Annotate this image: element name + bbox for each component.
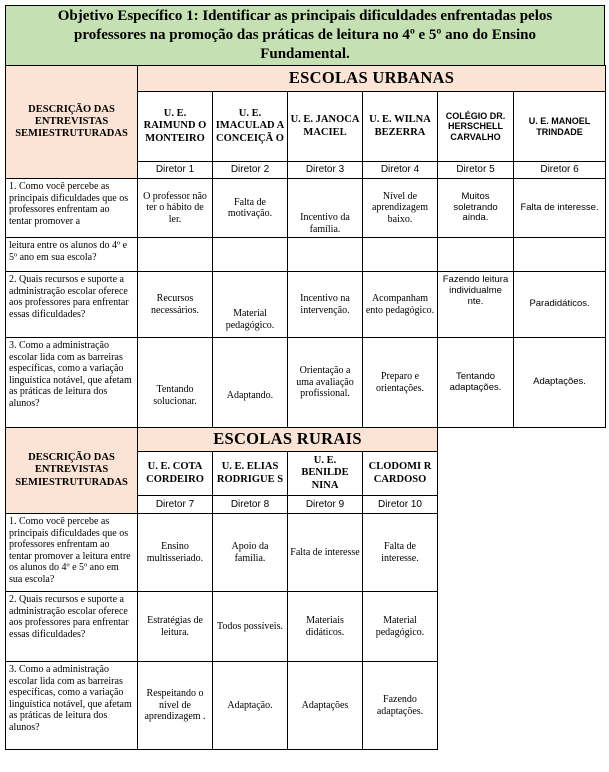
rural-answer-3-7: Respeitando o nível de aprendizagem .	[138, 662, 213, 750]
rural-director-7: Diretor 7	[138, 496, 213, 514]
rural-question-3: 3. Como a administração escolar lida com as barreiras específicas, como a variação linguística notável, que afetam as práticas de leitura dos alunos?	[6, 662, 138, 750]
urban-answer-3-6: Adaptações.	[514, 338, 606, 428]
rural-answer-2-8: Todos possíveis.	[213, 592, 288, 662]
urban-director-5: Diretor 5	[438, 162, 514, 179]
rural-description-header: DESCRIÇÃO DAS ENTREVISTAS SEMIESTRUTURADAS	[6, 428, 138, 514]
rural-director-9: Diretor 9	[288, 496, 363, 514]
urban-schools-table	[5, 65, 606, 428]
urban-question-1-part-2: leitura entre os alunos do 4º e 5º ano em sua escola?	[6, 238, 138, 272]
objective-title	[5, 5, 605, 65]
urban-answer-3-2: Adaptando.	[213, 338, 288, 428]
rural-school-3: U. E. BENILDE NINA	[288, 452, 363, 496]
urban-school-5: COLÉGIO DR. HERSCHELL CARVALHO	[438, 92, 514, 162]
urban-empty-cell	[363, 238, 438, 272]
rural-answer-3-10: Fazendo adaptações.	[363, 662, 438, 750]
urban-answer-2-6: Paradidáticos.	[514, 272, 606, 338]
rural-question-1: 1. Como você percebe as principais dificuldades que os professores enfrentam ao tentar promover a leitura entre os alunos do 4º e 5º ano em sua escola?	[6, 514, 138, 592]
urban-answer-3-3: Orientação a uma avaliação profissional.	[288, 338, 363, 428]
rural-schools-table	[5, 427, 438, 750]
urban-answer-2-1: Recursos necessários.	[138, 272, 213, 338]
urban-answer-1-6: Falta de interesse.	[514, 179, 606, 238]
rural-answer-3-8: Adaptação.	[213, 662, 288, 750]
urban-school-6: U. E. MANOEL TRINDADE	[514, 92, 606, 162]
rural-school-4: CLODOMI R CARDOSO	[363, 452, 438, 496]
urban-director-6: Diretor 6	[514, 162, 606, 179]
urban-answer-2-2: Material pedagógico.	[213, 272, 288, 338]
urban-empty-cell	[514, 238, 606, 272]
urban-answer-1-3: Incentivo da família.	[288, 179, 363, 238]
urban-answer-1-2: Falta de motivação.	[213, 179, 288, 238]
urban-school-4: U. E. WILNA BEZERRA	[363, 92, 438, 162]
urban-director-2: Diretor 2	[213, 162, 288, 179]
urban-director-4: Diretor 4	[363, 162, 438, 179]
rural-answer-1-10: Falta de interesse.	[363, 514, 438, 592]
rural-answer-2-9: Materiais didáticos.	[288, 592, 363, 662]
urban-question-3: 3. Como a administração escolar lida com as barreiras específicas, como a variação linguística notável, que afetam as práticas de leitura dos alunos?	[6, 338, 138, 428]
rural-answer-1-7: Ensino multisseriado.	[138, 514, 213, 592]
rural-answer-1-8: Apoio da família.	[213, 514, 288, 592]
urban-answer-2-4: Acompanham ento pedagógico.	[363, 272, 438, 338]
urban-answer-3-5: Tentando adaptações.	[438, 338, 514, 428]
urban-empty-cell	[213, 238, 288, 272]
urban-director-3: Diretor 3	[288, 162, 363, 179]
urban-description-header: DESCRIÇÃO DAS ENTREVISTAS SEMIESTRUTURADAS	[6, 66, 138, 179]
urban-answer-1-1: O professor não ter o hábito de ler.	[138, 179, 213, 238]
urban-answer-2-5: Fazendo leitura individualme nte.	[438, 272, 514, 338]
title-line-1: Objetivo Específico 1: Identificar as principais dificuldades enfrentadas pelos	[57, 8, 553, 24]
rural-answer-1-9: Falta de interesse	[288, 514, 363, 592]
title-line-2: professores na promoção das práticas de leitura no 4º e 5º ano do Ensino	[73, 27, 537, 43]
rural-director-10: Diretor 10	[363, 496, 438, 514]
rural-school-1: U. E. COTA CORDEIRO	[138, 452, 213, 496]
urban-schools-band: ESCOLAS URBANAS	[138, 66, 606, 92]
urban-empty-cell	[288, 238, 363, 272]
rural-schools-band: ESCOLAS RURAIS	[138, 428, 438, 452]
urban-answer-1-4: Nível de aprendizagem baixo.	[363, 179, 438, 238]
urban-answer-2-3: Incentivo na intervenção.	[288, 272, 363, 338]
urban-empty-cell	[438, 238, 514, 272]
urban-director-1: Diretor 1	[138, 162, 213, 179]
rural-director-8: Diretor 8	[213, 496, 288, 514]
urban-school-2: U. E. IMACULAD A CONCEIÇÃ O	[213, 92, 288, 162]
urban-school-3: U. E. JANOCA MACIEL	[288, 92, 363, 162]
urban-school-1: U. E. RAIMUND O MONTEIRO	[138, 92, 213, 162]
urban-answer-3-4: Preparo e orientações.	[363, 338, 438, 428]
urban-question-2: 2. Quais recursos e suporte a administração escolar oferece aos professores para enfrentar essas dificuldades?	[6, 272, 138, 338]
rural-answer-3-9: Adaptações	[288, 662, 363, 750]
rural-question-2: 2. Quais recursos e suporte a administração escolar oferece aos professores para enfrentar essas dificuldades?	[6, 592, 138, 662]
rural-school-2: U. E. ELIAS RODRIGUE S	[213, 452, 288, 496]
urban-answer-1-5: Muitos soletrando ainda.	[438, 179, 514, 238]
document-page	[5, 5, 605, 750]
rural-answer-2-7: Estratégias de leitura.	[138, 592, 213, 662]
urban-answer-3-1: Tentando solucionar.	[138, 338, 213, 428]
title-line-3: Fundamental.	[260, 46, 350, 62]
urban-empty-cell	[138, 238, 213, 272]
urban-question-1-part-1: 1. Como você percebe as principais dificuldades que os professores enfrentam ao tentar promover a	[6, 179, 138, 238]
rural-answer-2-10: Material pedagógico.	[363, 592, 438, 662]
